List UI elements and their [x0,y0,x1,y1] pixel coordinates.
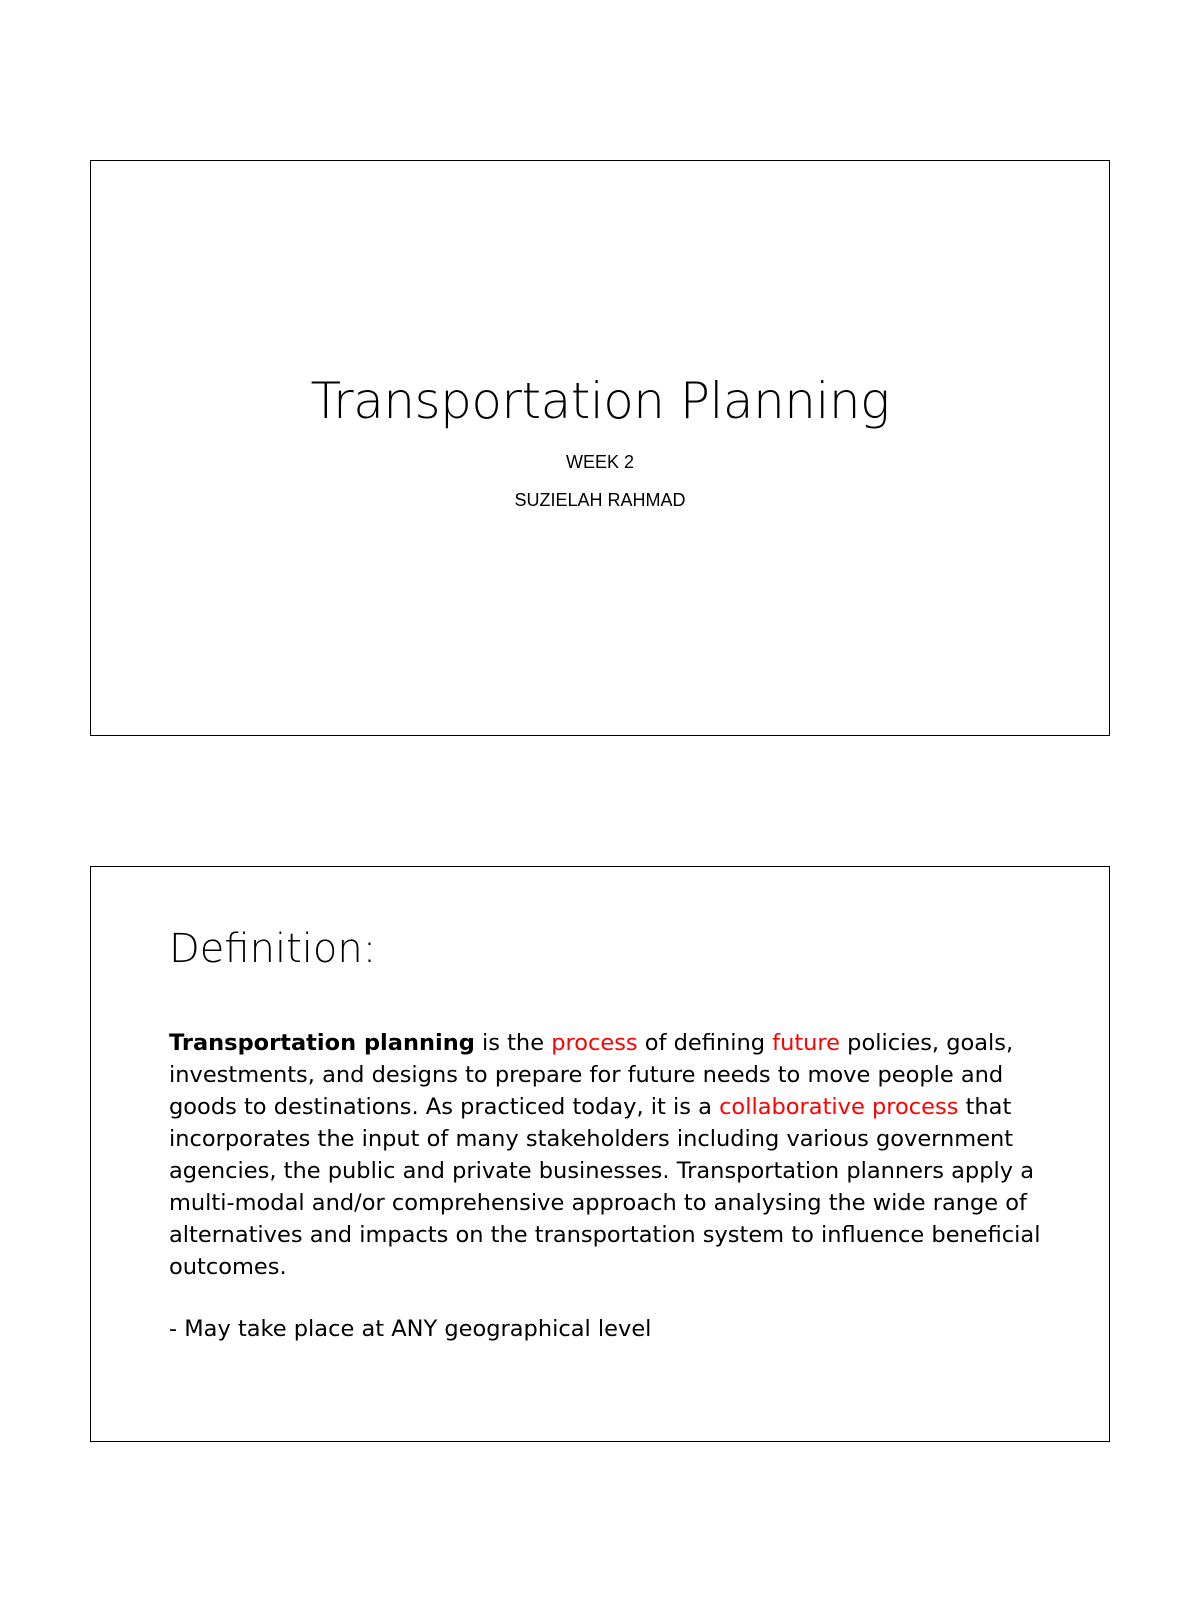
body-text-4: that incorporates the input of many stakeholders including various government agencies, the public and private businesses. Transportation planners apply a multi-modal and/or comprehensive approach to analysing the wide range of alternatives and impacts on the transportation system to influence beneficial outcomes. [169,1094,1041,1280]
title-block [91,371,1109,509]
body-text-1: is the [474,1030,552,1056]
highlight-future: future [772,1030,841,1056]
week-label: WEEK 2 [565,452,635,472]
geographic-note: - May take place at ANY geographical level [169,1316,652,1342]
highlight-collaborative-process: collaborative process [719,1094,959,1120]
definition-heading: Definition: [169,926,377,972]
body-text-3: policies, goals, investments, and designs to prepare for future needs to move people and goods to destinations. As practiced today, it is a [169,1030,1014,1120]
highlight-process: process [551,1030,638,1056]
slide-title [90,160,1110,736]
author-name: SUZIELAH RAHMAD [514,490,686,510]
page-title: Transportation Planning [310,372,890,430]
defined-term: Transportation planning [169,1030,475,1056]
definition-paragraph [169,1027,1049,1283]
slide-definition [90,866,1110,1442]
body-text-2: of defining [637,1030,773,1056]
